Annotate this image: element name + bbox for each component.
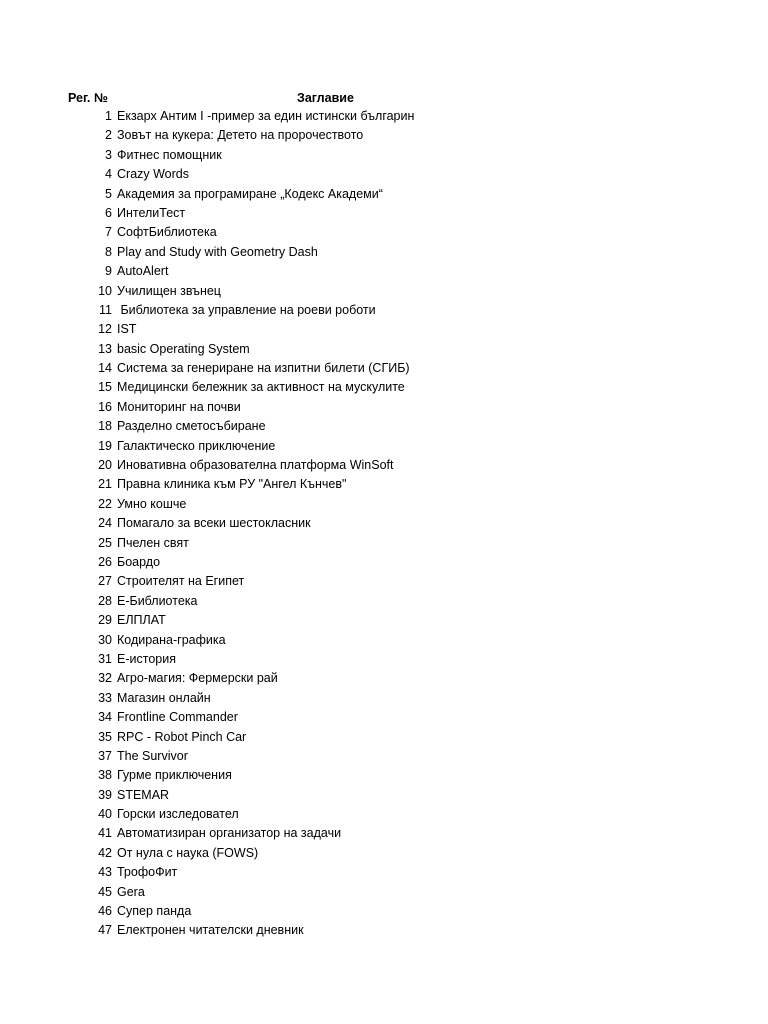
title-cell: STEMAR — [117, 787, 170, 802]
title-cell: Електронен читателски дневник — [117, 923, 304, 938]
reg-number-cell: 41 — [98, 826, 112, 841]
reg-number-cell: 45 — [98, 884, 112, 899]
title-cell: Помагало за всеки шестокласник — [117, 516, 311, 531]
reg-number-cell: 3 — [105, 147, 112, 162]
title-cell: Е-история — [117, 651, 176, 666]
title-cell: Автоматизиран организатор на задачи — [117, 826, 342, 841]
reg-number-cell: 40 — [98, 807, 112, 822]
title-cell: basic Operating System — [117, 341, 250, 356]
title-cell: ИнтелиТест — [117, 205, 186, 220]
table-row — [0, 921, 768, 940]
reg-number-cell: 27 — [98, 574, 112, 589]
reg-number-cell: 9 — [105, 264, 112, 279]
table-row — [0, 844, 768, 863]
table-row — [0, 863, 768, 882]
reg-number-cell: 14 — [98, 361, 112, 376]
title-cell: Gera — [117, 884, 145, 899]
title-cell: Мониторинг на почви — [117, 399, 241, 414]
table-row — [0, 262, 768, 281]
title-cell: Система за генериране на изпитни билети (СГИБ) — [117, 361, 410, 376]
reg-number-cell: 35 — [98, 729, 112, 744]
reg-number-cell: 19 — [98, 438, 112, 453]
table-row — [0, 126, 768, 145]
title-cell: Play and Study with Geometry Dash — [117, 244, 318, 259]
title-cell: Фитнес помощник — [117, 147, 222, 162]
reg-number-cell: 5 — [105, 186, 112, 201]
title-cell: The Survivor — [117, 748, 188, 763]
table-row — [0, 340, 768, 359]
reg-number-cell: 38 — [98, 768, 112, 783]
reg-number-cell: 42 — [98, 845, 112, 860]
reg-number-cell: 21 — [98, 477, 112, 492]
reg-number-cell: 39 — [98, 787, 112, 802]
reg-number-cell: 31 — [98, 651, 112, 666]
title-cell: Строителят на Египет — [117, 574, 245, 589]
table-row — [0, 553, 768, 572]
table-row — [0, 475, 768, 494]
title-cell: От нула с наука (FOWS) — [117, 845, 259, 860]
table-row — [0, 786, 768, 805]
table-row — [0, 689, 768, 708]
reg-number-cell: 25 — [98, 535, 112, 550]
reg-number-cell: 37 — [98, 748, 112, 763]
title-cell: Frontline Commander — [117, 710, 238, 725]
table-row — [0, 223, 768, 242]
reg-number-cell: 7 — [105, 225, 112, 240]
reg-number-cell: 4 — [105, 167, 112, 182]
reg-number-cell: 16 — [98, 399, 112, 414]
title-cell: ТрофоФит — [117, 865, 178, 880]
reg-number-cell: 26 — [98, 554, 112, 569]
table-row — [0, 534, 768, 553]
reg-number-cell: 43 — [98, 865, 112, 880]
title-cell: Галактическо приключение — [117, 438, 276, 453]
title-cell: ЕЛПЛАТ — [117, 613, 166, 628]
table-row — [0, 669, 768, 688]
title-header: Заглавие — [297, 91, 354, 105]
reg-number-cell: 28 — [98, 593, 112, 608]
table-row — [0, 728, 768, 747]
table-header — [0, 89, 768, 108]
reg-number-cell: 46 — [98, 904, 112, 919]
table-row — [0, 824, 768, 843]
reg-number-cell: 22 — [98, 496, 112, 511]
table-row — [0, 165, 768, 184]
projects-table — [0, 107, 768, 941]
title-cell: Магазин онлайн — [117, 690, 211, 705]
table-row — [0, 378, 768, 397]
title-cell: Агро-магия: Фермерски рай — [117, 671, 278, 686]
reg-number-cell: 10 — [98, 283, 112, 298]
reg-number-cell: 20 — [98, 458, 112, 473]
table-row — [0, 514, 768, 533]
table-row — [0, 650, 768, 669]
table-row — [0, 708, 768, 727]
table-row — [0, 243, 768, 262]
table-row — [0, 611, 768, 630]
title-cell: Crazy Words — [117, 167, 190, 182]
table-row — [0, 592, 768, 611]
reg-number-cell: 2 — [105, 128, 112, 143]
table-row — [0, 495, 768, 514]
title-cell: Кодирана-графика — [117, 632, 226, 647]
reg-number-cell: 15 — [98, 380, 112, 395]
reg-number-cell: 30 — [98, 632, 112, 647]
table-row — [0, 107, 768, 126]
reg-number-cell: 11 — [99, 302, 112, 317]
reg-number-cell: 34 — [98, 710, 112, 725]
table-row — [0, 398, 768, 417]
title-cell: Зовът на кукера: Детето на пророчеството — [117, 128, 364, 143]
table-row — [0, 417, 768, 436]
table-row — [0, 747, 768, 766]
table-row — [0, 805, 768, 824]
title-cell: Горски изследовател — [117, 807, 239, 822]
title-cell: Супер панда — [117, 904, 192, 919]
table-row — [0, 301, 768, 320]
title-cell: Медицински бележник за активност на мускулите — [117, 380, 405, 395]
title-cell: Умно кошче — [117, 496, 187, 511]
title-cell: AutoAlert — [117, 264, 169, 279]
table-row — [0, 572, 768, 591]
table-row — [0, 437, 768, 456]
table-row — [0, 883, 768, 902]
reg-number-header: Рег. № — [68, 91, 108, 105]
table-row — [0, 631, 768, 650]
reg-number-cell: 1 — [105, 109, 112, 123]
table-row — [0, 204, 768, 223]
reg-number-cell: 24 — [98, 516, 112, 531]
reg-number-cell: 47 — [98, 923, 112, 938]
reg-number-cell: 18 — [98, 419, 112, 434]
title-cell: Академия за програмиране „Кодекс Академи“ — [117, 186, 383, 201]
table-row — [0, 320, 768, 339]
title-cell: Пчелен свят — [117, 535, 189, 550]
title-cell: Екзарх Антим I -пример за един истински българин — [117, 109, 415, 123]
table-row — [0, 185, 768, 204]
table-row — [0, 456, 768, 475]
reg-number-cell: 12 — [98, 322, 112, 337]
title-cell: Гурме приключения — [117, 768, 232, 783]
reg-number-cell: 13 — [98, 341, 112, 356]
reg-number-cell: 32 — [98, 671, 112, 686]
reg-number-cell: 29 — [98, 613, 112, 628]
title-cell: Боардо — [117, 554, 161, 569]
reg-number-cell: 6 — [105, 205, 112, 220]
table-row — [0, 359, 768, 378]
table-row — [0, 766, 768, 785]
title-cell: Иновативна образователна платформа WinSoft — [117, 458, 394, 473]
table-row — [0, 146, 768, 165]
title-cell: СофтБиблиотека — [117, 225, 217, 240]
title-cell: Училищен звънец — [117, 283, 221, 298]
reg-number-cell: 33 — [98, 690, 112, 705]
title-cell: RPC - Robot Pinch Car — [117, 729, 247, 744]
table-row — [0, 902, 768, 921]
title-cell: Разделно сметосъбиране — [117, 419, 266, 434]
title-cell: IST — [117, 322, 137, 337]
table-row — [0, 282, 768, 301]
title-cell: Правна клиника към РУ "Ангел Кънчев" — [117, 477, 347, 492]
reg-number-cell: 8 — [105, 244, 112, 259]
title-cell: Е-Библиотека — [117, 593, 198, 608]
title-cell: Библиотека за управление на роеви роботи — [117, 302, 376, 317]
